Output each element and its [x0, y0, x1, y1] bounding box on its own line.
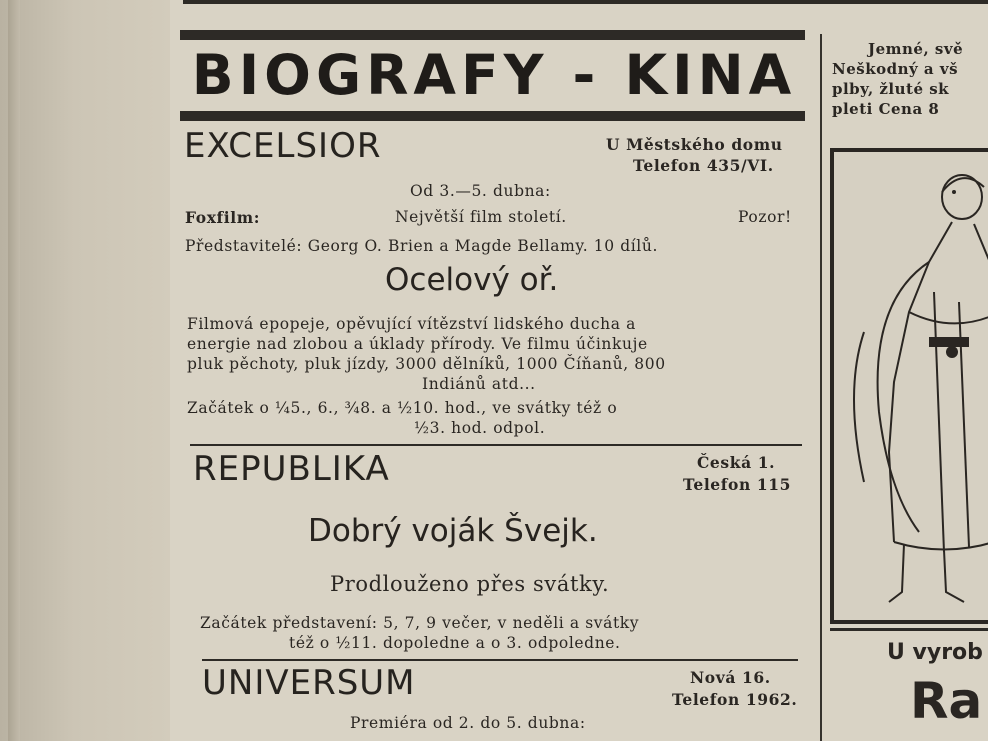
ad-text-line: plby, žluté sk	[832, 80, 950, 98]
header-rule-bottom	[180, 111, 805, 121]
excelsior-description-line: pluk pěchoty, pluk jízdy, 3000 dělníků, 1000 Číňanů, 800	[187, 355, 666, 373]
universum-phone: Telefon 1962.	[672, 690, 798, 709]
column-divider	[820, 34, 822, 741]
excelsior-description-line: Indiánů atd...	[422, 375, 536, 393]
excelsior-times-line: Začátek o ¼5., 6., ¾8. a ½10. hod., ve svátky též o	[187, 399, 618, 417]
universum-address: Nová 16.	[690, 668, 771, 687]
republika-times-line: též o ½11. dopoledne a o 3. odpoledne.	[289, 634, 621, 652]
section-divider	[190, 444, 802, 446]
ad-text-line: pleti Cena 8	[832, 100, 940, 118]
cinema-name-universum: UNIVERSUM	[202, 663, 416, 703]
excelsior-phone: Telefon 435/VI.	[633, 156, 774, 175]
excelsior-cast: Představitelé: Georg O. Brien a Magde Bellamy. 10 dílů.	[185, 237, 658, 255]
republika-film-title: Dobrý voják Švejk.	[308, 513, 598, 549]
excelsior-studio: Foxfilm:	[185, 208, 261, 227]
ad-text-line: Neškodný a vš	[832, 60, 959, 78]
section-heading: BIOGRAFY - KINA	[191, 43, 797, 107]
header-rule-top	[180, 30, 805, 40]
ad-divider	[830, 628, 988, 631]
excelsior-times-line: ½3. hod. odpol.	[414, 419, 546, 437]
universum-dates: Premiéra od 2. do 5. dubna:	[350, 714, 586, 732]
top-rule	[183, 0, 988, 4]
ad-bottom-text: U vyrob	[887, 640, 983, 665]
section-divider	[202, 659, 798, 661]
excelsior-dates: Od 3.—5. dubna:	[410, 182, 551, 200]
republika-phone: Telefon 115	[683, 475, 791, 494]
excelsior-notice: Pozor!	[738, 208, 792, 226]
republika-address: Česká 1.	[697, 453, 776, 472]
ad-bottom-large-text: Ra	[910, 672, 983, 730]
coat-figure-drawing	[834, 152, 988, 612]
ad-text-line: Jemné, svě	[868, 40, 964, 58]
excelsior-description-line: energie nad zlobou a úklady přírody. Ve filmu účinkuje	[187, 335, 648, 353]
book-binding	[0, 0, 185, 741]
excelsior-description-line: Filmová epopeje, opěvující vítězství lidského ducha a	[187, 315, 636, 333]
cinema-name-republika: REPUBLIKA	[193, 449, 390, 489]
cinema-name-excelsior: EXCELSIOR	[184, 126, 382, 166]
excelsior-film-title: Ocelový oř.	[385, 262, 559, 298]
excelsior-address: U Městského domu	[606, 135, 783, 154]
republika-times-line: Začátek představení: 5, 7, 9 večer, v neděli a svátky	[200, 614, 640, 632]
excelsior-tagline: Největší film století.	[395, 208, 567, 226]
advertisement-illustration	[830, 148, 988, 624]
binding-edge	[8, 0, 20, 741]
republika-note: Prodlouženo přes svátky.	[330, 572, 610, 596]
